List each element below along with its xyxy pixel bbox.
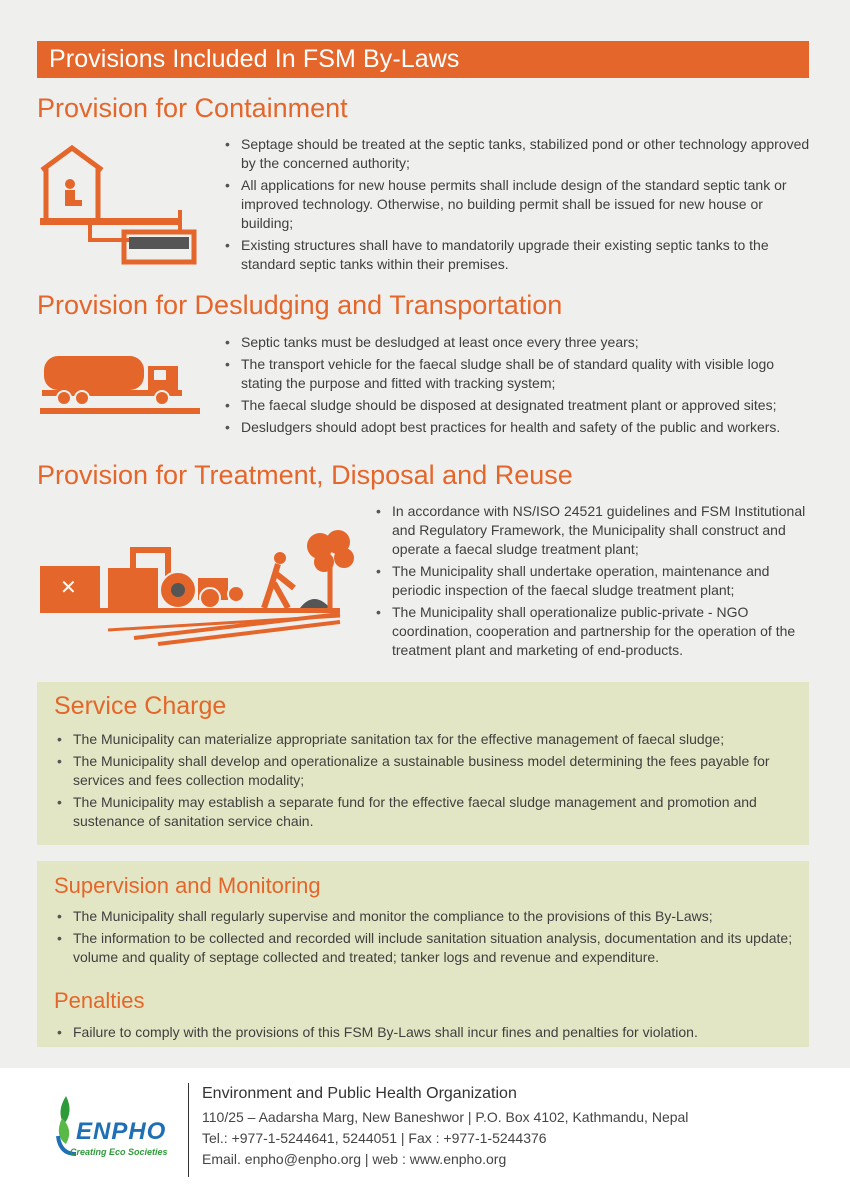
list-item: • In accordance with NS/ISO 24521 guidelines and FSM Institutional and Regulatory Framework, the Municipality shall construct and operate a faecal sludge treatment plant;	[374, 502, 814, 559]
list-item: • The Municipality can materialize appropriate sanitation tax for the effective management of faecal sludge;	[55, 730, 805, 749]
house-septic-illustration	[38, 140, 198, 265]
list-item: • The faecal sludge should be disposed at designated treatment plant or approved sites;	[223, 396, 813, 415]
list-item: • The transport vehicle for the faecal sludge shall be of standard quality with visible logo stating the purpose and fitted with tracking system;	[223, 355, 813, 393]
list-item: • The Municipality shall operationalize public-private - NGO coordination, cooperation and partnership for the operation of the treatment plant and marketing of end-products.	[374, 603, 814, 660]
desludging-list	[223, 333, 813, 440]
svg-text:✕: ✕	[60, 575, 77, 599]
penalties-heading: Penalties	[54, 988, 145, 1013]
org-name: Environment and Public Health Organization	[202, 1085, 517, 1102]
list-item: • The Municipality shall develop and operationalize a sustainable business model determining the fees payable for services and fees collection modality;	[55, 752, 805, 790]
supervision-heading: Supervision and Monitoring	[54, 873, 321, 898]
penalties-list	[55, 1023, 805, 1045]
logo-tagline: Creating Eco Societies	[70, 1147, 168, 1157]
desludging-heading: Provision for Desludging and Transportation	[37, 290, 563, 320]
org-phone: Tel.: +977-1-5244641, 5244051 | Fax : +977-1-5244376	[202, 1130, 547, 1146]
tanker-truck-illustration	[40, 350, 200, 415]
org-contact: Email. enpho@enpho.org | web : www.enpho.org	[202, 1151, 507, 1167]
list-item: • Desludgers should adopt best practices for health and safety of the public and workers.	[223, 418, 813, 437]
footer-divider	[188, 1083, 189, 1177]
treatment-heading: Provision for Treatment, Disposal and Reuse	[37, 460, 573, 490]
list-item: • Septage should be treated at the septic tanks, stabilized pond or other technology approved by the concerned authority;	[223, 135, 813, 173]
list-item: • Existing structures shall have to mandatorily upgrade their existing septic tanks to the standard septic tanks within their premises.	[223, 236, 813, 274]
list-item: • The Municipality shall undertake operation, maintenance and periodic inspection of the faecal sludge treatment plant;	[374, 562, 814, 600]
containment-heading: Provision for Containment	[37, 93, 348, 123]
list-item: • The Municipality may establish a separate fund for the effective faecal sludge management and promotion and sustenance of sanitation service chain.	[55, 793, 805, 831]
list-item: • Septic tanks must be desludged at least once every three years;	[223, 333, 813, 352]
logo-text: ENPHO	[76, 1118, 167, 1145]
page-banner-title: Provisions Included In FSM By-Laws	[37, 41, 809, 78]
treatment-plant-illustration	[38, 528, 358, 648]
containment-list	[223, 135, 813, 277]
service-charge-heading: Service Charge	[54, 692, 227, 720]
list-item: • The information to be collected and recorded will include sanitation situation analysis, documentation and its update; volume and quality of septage collected and treated; tanker logs and revenue and expenditure.	[55, 929, 805, 967]
supervision-list	[55, 907, 805, 970]
list-item: • All applications for new house permits shall include design of the standard septic tank or improved technology. Otherwise, no building permit shall be issued for new house or building;	[223, 176, 813, 233]
org-address: 110/25 – Aadarsha Marg, New Baneshwor | P.O. Box 4102, Kathmandu, Nepal	[202, 1109, 689, 1125]
treatment-list	[374, 502, 814, 663]
list-item: • The Municipality shall regularly supervise and monitor the compliance to the provisions of this By-Laws;	[55, 907, 805, 926]
list-item: • Failure to comply with the provisions of this FSM By-Laws shall incur fines and penalties for violation.	[55, 1023, 805, 1042]
service-charge-list	[55, 730, 805, 834]
